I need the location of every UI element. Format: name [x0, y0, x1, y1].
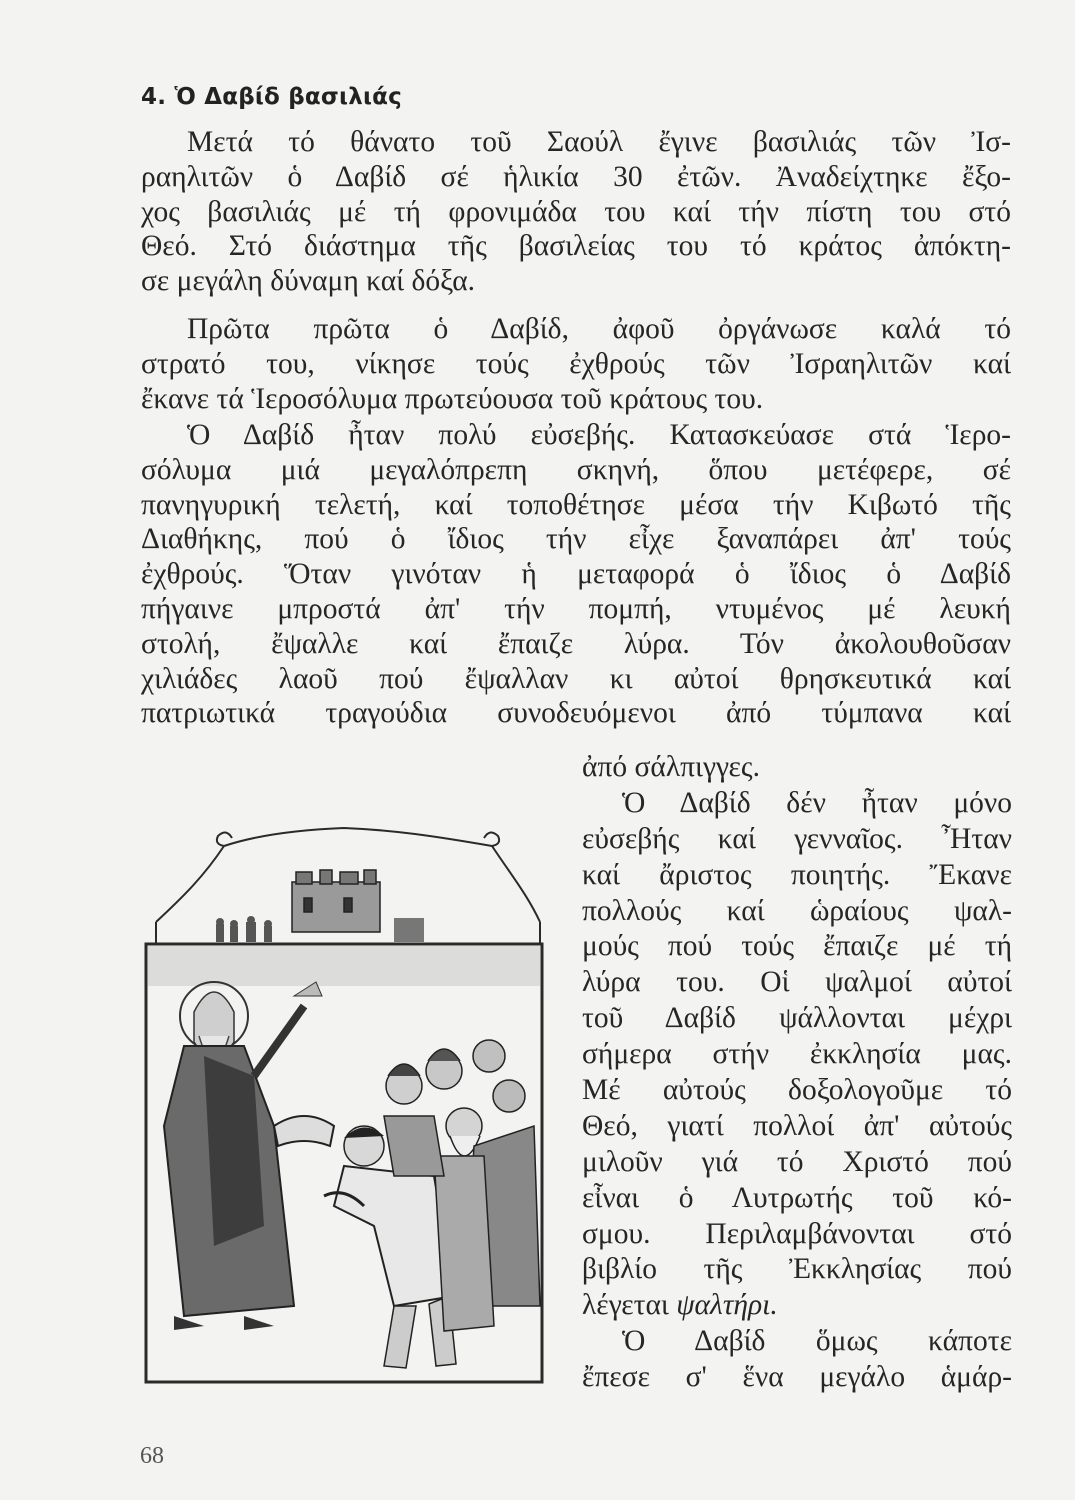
text-line: μούς πού τούς ἔπαιζε μέ τή — [582, 930, 1012, 963]
text-line: στρατό του, νίκησε τούς ἐχθρούς τῶν Ἰσραηλιτῶν καί — [141, 347, 1011, 380]
text-line: Θεό, γιατί πολλοί ἀπ' αὐτούς — [582, 1109, 1012, 1142]
text-line: Μετά τό θάνατο τοῦ Σαούλ ἔγινε βασιλιάς τῶν Ἰσ- — [187, 126, 1011, 158]
text-line: Θεό. Στό διάστημα τῆς βασιλείας του τό κράτος ἀπόκτη- — [141, 230, 1011, 263]
right-column — [582, 750, 1012, 1396]
text-line: Πρῶτα πρῶτα ὁ Δαβίδ, ἀφοῦ ὀργάνωσε καλά τό — [187, 313, 1011, 345]
text-line: πήγαινε μπροστά ἀπ' τήν πομπή, ντυμένος μέ λευκή — [141, 592, 1011, 625]
text-line: χος βασιλιάς μέ τή φρονιμάδα του καί τήν πίστη του στό — [141, 195, 1011, 228]
text-line: σμου. Περιλαμβάνονται στό — [582, 1217, 1012, 1250]
text-line: σόλυμα μιά μεγαλόπρεπη σκηνή, ὅπου μετέφερε, σέ — [141, 453, 1011, 486]
text-line: εὐσεβής καί γενναῖος. Ἦταν — [582, 822, 1012, 855]
page-number: 68 — [140, 1443, 164, 1469]
text-line: ἔπεσε σ' ἕνα μεγάλο ἁμάρ- — [582, 1361, 1012, 1394]
text-line: τοῦ Δαβίδ ψάλλονται μέχρι — [582, 1002, 1012, 1035]
paragraph-2 — [141, 312, 1011, 416]
text-line: λύρα του. Οἱ ψαλμοί αὐτοί — [582, 966, 1012, 999]
section-heading: 4. Ὁ Δαβίδ βασιλιάς — [141, 84, 402, 110]
text-line: μιλοῦν γιά τό Χριστό πού — [582, 1145, 1012, 1178]
text-line: στολή, ἔψαλλε καί ἔπαιζε λύρα. Τόν ἀκολουθοῦσαν — [141, 627, 1011, 660]
text-line: καί ἄριστος ποιητής. Ἔκανε — [582, 858, 1012, 891]
text-line: πανηγυρική τελετή, καί τοποθέτησε μέσα τήν Κιβωτό τῆς — [141, 488, 1011, 521]
text-line: ἐχθρούς. Ὅταν γινόταν ἡ μεταφορά ὁ ἴδιος ὁ Δαβίδ — [141, 558, 1011, 591]
text-line: ἔκανε τά Ἱεροσόλυμα πρωτεύουσα τοῦ κράτους του. — [141, 382, 764, 415]
paragraph-1 — [141, 125, 1011, 299]
text-line: σήμερα στήν ἐκκλησία μας. — [582, 1038, 1012, 1071]
text-line: Ὁ Δαβίδ ἦταν πολύ εὐσεβής. Κατασκεύασε στά Ἱερο- — [187, 419, 1011, 451]
text-line: Μέ αὐτούς δοξολογοῦμε τό — [582, 1074, 1012, 1107]
text-line: Ὁ Δαβίδ δέν ἦταν μόνο — [622, 786, 1012, 819]
anointing-illustration — [144, 826, 544, 1386]
text-line: πολλούς καί ὡραίους ψαλ- — [582, 894, 1012, 927]
text-fragment: λέγεται — [582, 1289, 669, 1322]
text-line: σε μεγάλη δύναμη καί δόξα. — [141, 265, 476, 298]
italic-term: ψαλτήρι. — [676, 1289, 778, 1322]
text-line: Ὁ Δαβίδ ὅμως κάποτε — [622, 1325, 1012, 1358]
text-line: Διαθήκης, πού ὁ ἴδιος τήν εἶχε ξαναπάρει ἀπ' τούς — [141, 523, 1011, 556]
text-line: ραηλιτῶν ὁ Δαβίδ σέ ἡλικία 30 ἐτῶν. Ἀναδείχτηκε ἔξο- — [141, 160, 1011, 193]
text-line: πατριωτικά τραγούδια συνοδευόμενοι ἀπό τύμπανα καί — [141, 697, 1011, 730]
text-line: ἀπό σάλπιγγες. — [582, 751, 760, 783]
text-line: χιλιάδες λαοῦ πού ἔψαλλαν κι αὐτοί θρησκευτικά καί — [141, 662, 1011, 695]
paragraph-3 — [141, 418, 1011, 731]
text-line — [582, 1288, 1012, 1324]
text-line: εἶναι ὁ Λυτρωτής τοῦ κό- — [582, 1181, 1012, 1214]
text-line: βιβλίο τῆς Ἐκκλησίας πού — [582, 1253, 1012, 1286]
